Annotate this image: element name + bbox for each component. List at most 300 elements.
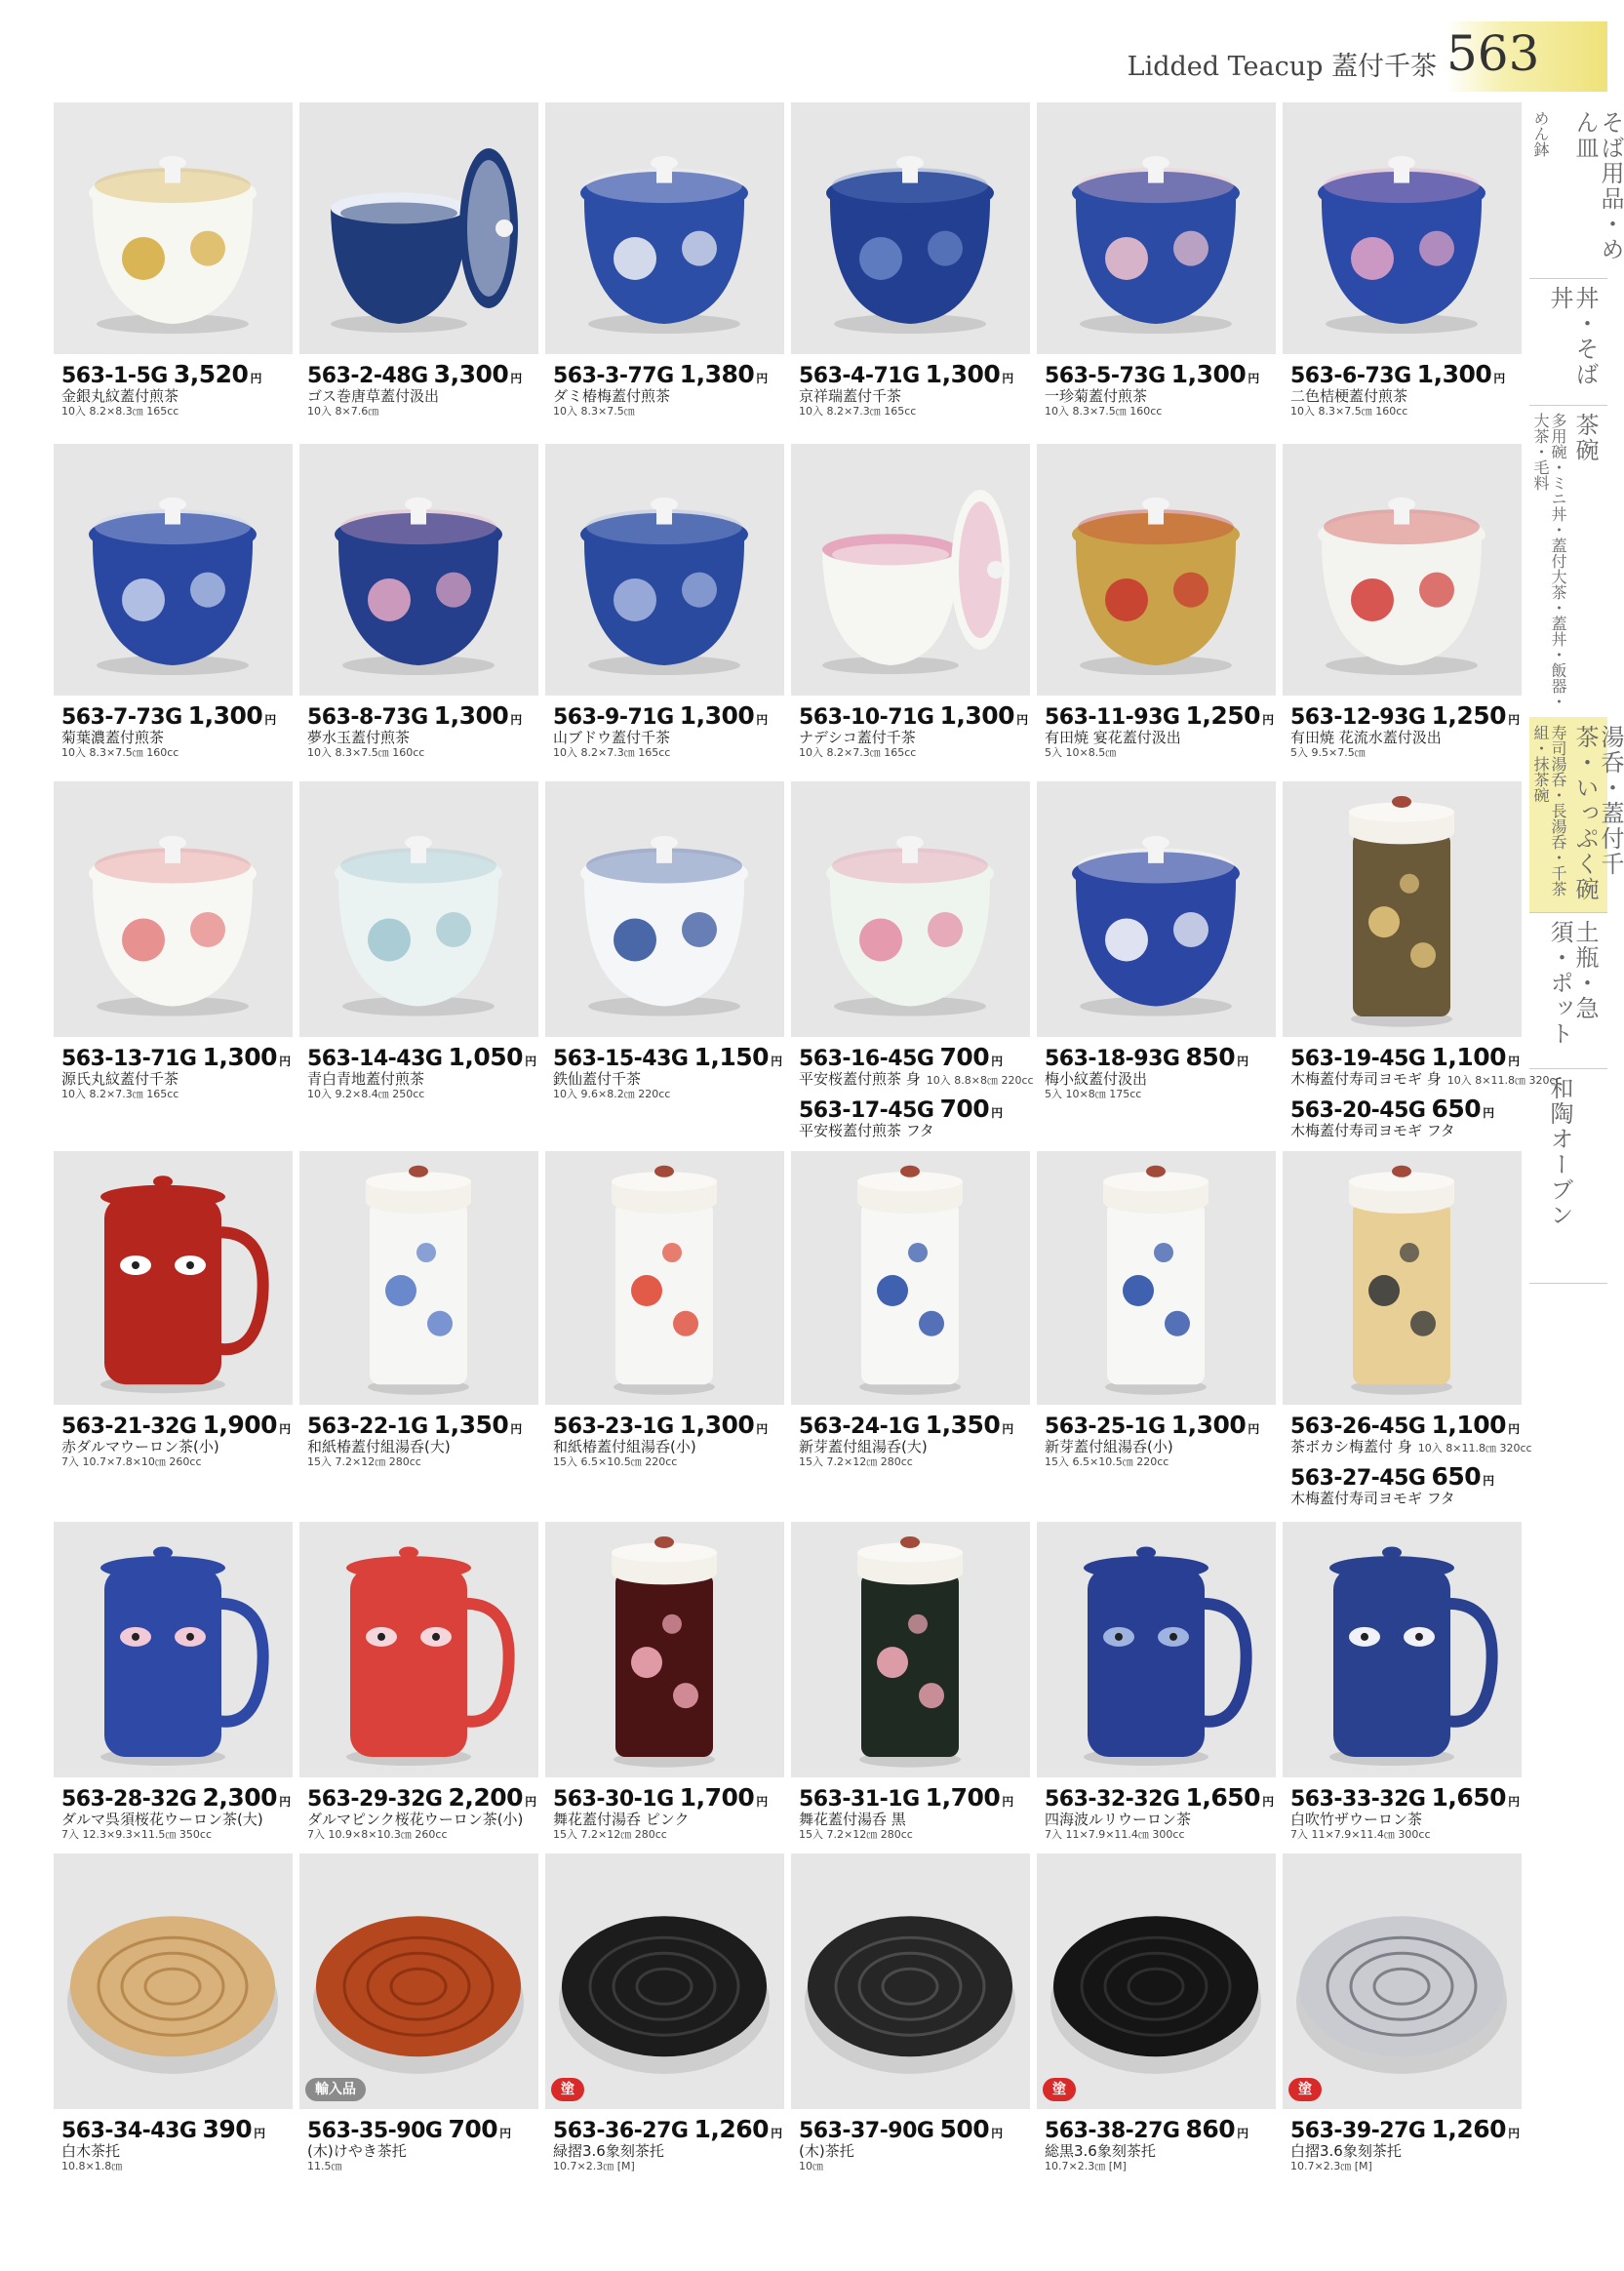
product-info	[1045, 1783, 1279, 1842]
product-photo[interactable]	[545, 102, 784, 354]
product-code-price	[1290, 1095, 1525, 1123]
yen-mark: 円	[510, 713, 522, 727]
product-spec: 15入 7.2×12㎝ 280cc	[307, 1455, 421, 1468]
yen-mark: 円	[991, 2127, 1003, 2140]
product-info	[61, 1783, 296, 1842]
sidebar-tab-sublabel: めん鉢	[1531, 110, 1550, 157]
product-photo[interactable]	[791, 1151, 1030, 1405]
product-photo[interactable]	[545, 444, 784, 696]
product-info	[553, 1783, 787, 1842]
product-spec: 10入 8×11.8㎝ 320cc	[1417, 1442, 1532, 1454]
product-info	[61, 701, 296, 760]
product-code: 563-34-43G	[61, 2119, 197, 2143]
product-info	[1290, 2115, 1525, 2173]
product-photo[interactable]	[545, 1853, 784, 2109]
product-code: 563-19-45G	[1290, 1047, 1426, 1071]
product-code-price	[307, 1411, 541, 1439]
product-illustration	[580, 156, 748, 334]
product-price: 860	[1185, 2115, 1236, 2143]
product-name: ダルマピンク桜花ウーロン茶(小)	[307, 1811, 524, 1828]
product-code: 563-32-32G	[1045, 1787, 1180, 1812]
product-info	[307, 1783, 541, 1842]
product-code-price	[553, 2115, 787, 2143]
product-name: 総黒3.6象刻茶托	[1045, 2142, 1156, 2160]
product-name: 緑摺3.6象刻茶托	[553, 2142, 664, 2160]
product-code: 563-11-93G	[1045, 705, 1180, 730]
product-illustration	[1072, 498, 1240, 675]
product-info	[307, 1043, 541, 1101]
product-info	[799, 1783, 1033, 1842]
product-code-price	[553, 1783, 787, 1812]
product-photo[interactable]	[1037, 444, 1276, 696]
product-name: 青白青地蓋付煎茶	[307, 1070, 425, 1088]
product-code: 563-12-93G	[1290, 705, 1426, 730]
product-illustration	[580, 836, 748, 1016]
sidebar-tab-0[interactable]	[1529, 102, 1624, 279]
product-spec: 10入 8.2×7.3㎝ 165cc	[553, 746, 671, 759]
yen-mark: 円	[510, 372, 522, 385]
product-code-price	[61, 360, 296, 388]
yen-mark: 円	[1508, 2127, 1520, 2140]
product-illustration	[580, 498, 748, 675]
product-photo[interactable]	[545, 781, 784, 1037]
product-price: 2,300	[202, 1783, 278, 1812]
sidebar-tab-3[interactable]	[1529, 717, 1624, 913]
sidebar-tab-label: 土瓶・急須・ポット	[1546, 920, 1599, 1047]
yen-mark: 円	[525, 1055, 536, 1068]
yen-mark: 円	[525, 1795, 536, 1809]
product-name: (木)けやき茶托	[307, 2142, 407, 2160]
product-code-price	[307, 701, 541, 730]
product-info	[1290, 1411, 1532, 1507]
product-code-price	[553, 360, 787, 388]
product-code: 563-9-71G	[553, 705, 674, 730]
product-photo[interactable]	[54, 444, 293, 696]
product-price: 1,900	[202, 1411, 278, 1439]
product-info	[799, 2115, 1033, 2173]
product-price: 1,050	[448, 1043, 524, 1071]
yen-mark: 円	[771, 1055, 782, 1068]
product-code-price	[61, 1043, 296, 1071]
sidebar-tab-5[interactable]	[1529, 1068, 1607, 1284]
sidebar-tab-1[interactable]	[1529, 278, 1607, 406]
yen-mark: 円	[991, 1106, 1003, 1120]
yen-mark: 円	[1016, 713, 1028, 727]
product-code-price	[1290, 360, 1525, 388]
product-photo[interactable]	[791, 781, 1030, 1037]
product-photo[interactable]	[1283, 1522, 1522, 1777]
product-price: 1,300	[1170, 360, 1247, 388]
product-code-price	[799, 701, 1033, 730]
yen-mark: 円	[1262, 1795, 1274, 1809]
product-illustration	[89, 498, 257, 675]
product-code-price	[61, 2115, 296, 2143]
product-spec: 15入 7.2×12㎝ 280cc	[799, 1828, 913, 1841]
product-photo[interactable]	[1037, 1853, 1276, 2109]
product-info	[799, 701, 1033, 760]
product-photo[interactable]	[299, 444, 538, 696]
product-price: 1,300	[1416, 360, 1492, 388]
product-spec: 15入 7.2×12㎝ 280cc	[799, 1455, 913, 1468]
product-name: 新芽蓋付組湯呑(大)	[799, 1438, 928, 1455]
product-price: 1,300	[433, 701, 509, 730]
product-price: 650	[1431, 1095, 1482, 1123]
yen-mark: 円	[1237, 2127, 1248, 2140]
product-code-price	[1290, 1411, 1525, 1439]
product-price: 1,380	[679, 360, 755, 388]
product-price: 3,520	[173, 360, 249, 388]
product-name: ナデシコ蓋付千茶	[799, 729, 916, 746]
product-illustration	[857, 1536, 963, 1768]
product-photo[interactable]	[1283, 1853, 1522, 2109]
product-illustration	[1349, 1166, 1454, 1395]
sidebar-tab-4[interactable]	[1529, 912, 1607, 1069]
product-name: 菊葉濃蓋付煎茶	[61, 729, 165, 746]
product-code-price	[1290, 1043, 1525, 1071]
product-code: 563-31-1G	[799, 1787, 920, 1812]
product-illustration	[1349, 796, 1454, 1027]
product-photo[interactable]	[545, 1151, 784, 1405]
yen-mark: 円	[756, 713, 768, 727]
yen-mark: 円	[1508, 1422, 1520, 1436]
product-spec: 10入 8×11.8㎝ 320cc	[1446, 1074, 1562, 1087]
sidebar-tab-label: 湯呑・蓋付千茶・いっぷく碗	[1571, 725, 1624, 902]
product-spec: 15入 7.2×12㎝ 280cc	[553, 1828, 667, 1841]
sidebar-tab-label: そば用品・めん皿	[1571, 110, 1624, 262]
product-code-price	[1045, 360, 1279, 388]
product-spec: 10入 8×7.6㎝	[307, 405, 379, 418]
product-name: 白吹竹ザウーロン茶	[1290, 1811, 1423, 1828]
product-photo[interactable]	[54, 1853, 293, 2109]
yen-mark: 円	[756, 372, 768, 385]
product-code: 563-7-73G	[61, 705, 182, 730]
product-photo[interactable]	[791, 1853, 1030, 2109]
product-info	[61, 360, 296, 418]
product-code-price	[61, 701, 296, 730]
product-photo[interactable]	[1037, 1151, 1276, 1405]
product-price: 850	[1185, 1043, 1236, 1071]
product-code-price	[799, 360, 1033, 388]
product-illustration	[89, 836, 257, 1016]
yen-mark: 円	[1483, 1474, 1494, 1488]
product-spec: 7入 11×7.9×11.4㎝ 300cc	[1045, 1828, 1185, 1841]
yen-mark: 円	[1002, 372, 1013, 385]
product-spec: 5入 10×8.5㎝	[1045, 746, 1117, 759]
product-code: 563-5-73G	[1045, 364, 1166, 388]
product-photo[interactable]	[1283, 102, 1522, 354]
product-illustration	[100, 1175, 263, 1393]
product-photo[interactable]	[54, 1151, 293, 1405]
product-code: 563-21-32G	[61, 1414, 197, 1439]
product-name: 京祥瑞蓋付千茶	[799, 387, 902, 405]
product-photo[interactable]	[1283, 781, 1522, 1037]
product-illustration	[366, 1166, 471, 1395]
product-code-price	[61, 1783, 296, 1812]
product-code: 563-33-32G	[1290, 1787, 1426, 1812]
product-photo[interactable]	[299, 102, 538, 354]
product-code-price	[307, 1783, 541, 1812]
product-info	[1045, 1411, 1279, 1469]
product-price: 1,100	[1431, 1043, 1507, 1071]
yen-mark: 円	[1237, 1055, 1248, 1068]
product-illustration	[826, 836, 994, 1016]
product-price: 390	[202, 2115, 253, 2143]
product-spec: 10入 9.6×8.2㎝ 220cc	[553, 1088, 671, 1100]
yen-mark: 円	[264, 713, 276, 727]
product-illustration	[89, 156, 257, 334]
product-info	[307, 2115, 541, 2173]
yen-mark: 円	[1483, 1106, 1494, 1120]
product-illustration	[313, 1916, 524, 2074]
product-spec: 10入 8.2×7.3㎝ 165cc	[799, 746, 917, 759]
product-price: 1,260	[693, 2115, 770, 2143]
yen-mark: 円	[1493, 372, 1505, 385]
product-photo[interactable]	[1037, 102, 1276, 354]
product-name: ダミ椿梅蓋付煎茶	[553, 387, 671, 405]
product-name: 平安桜蓋付煎茶 フタ	[799, 1122, 934, 1139]
product-code: 563-16-45G	[799, 1047, 934, 1071]
sidebar-tab-label: 茶碗	[1571, 413, 1599, 463]
yen-mark: 円	[250, 372, 261, 385]
product-info	[553, 1043, 787, 1101]
product-spec: 10入 8.3×7.5㎝ 160cc	[1290, 405, 1408, 418]
product-illustration	[1318, 156, 1485, 334]
product-code-price	[1045, 1783, 1279, 1812]
product-code: 563-10-71G	[799, 705, 934, 730]
product-code: 563-28-32G	[61, 1787, 197, 1812]
yen-mark: 円	[279, 1055, 291, 1068]
yen-mark: 円	[771, 2127, 782, 2140]
product-spec: 10入 8.3×7.5㎝ 160cc	[1045, 405, 1163, 418]
product-spec: 5入 10×8㎝ 175cc	[1045, 1088, 1142, 1100]
product-code: 563-39-27G	[1290, 2119, 1426, 2143]
product-badge: 塗	[551, 2078, 584, 2101]
product-price: 1,650	[1185, 1783, 1261, 1812]
product-illustration	[826, 156, 994, 334]
product-code-price	[799, 1043, 1033, 1071]
yen-mark: 円	[1508, 1795, 1520, 1809]
product-illustration	[335, 836, 502, 1016]
product-code: 563-2-48G	[307, 364, 428, 388]
product-spec: 10入 8.8×8㎝ 220cc	[926, 1074, 1034, 1087]
sidebar-tab-sublabel: 寿司湯呑・長湯呑・千茶組・抹茶碗	[1531, 725, 1567, 896]
product-name: 茶ボカシ梅蓋付 身	[1290, 1438, 1412, 1455]
product-price: 1,350	[925, 1411, 1001, 1439]
product-badge: 塗	[1043, 2078, 1076, 2101]
sidebar-tab-label: 和陶オーブン	[1546, 1076, 1573, 1228]
product-spec: 5入 9.5×7.5㎝	[1290, 746, 1366, 759]
product-code-price	[1290, 1783, 1525, 1812]
product-info	[1045, 360, 1279, 418]
yen-mark: 円	[499, 2127, 511, 2140]
product-illustration	[822, 490, 1010, 674]
product-code-price	[1290, 701, 1525, 730]
product-code: 563-20-45G	[1290, 1098, 1426, 1123]
product-code: 563-38-27G	[1045, 2119, 1180, 2143]
product-info	[61, 1411, 296, 1469]
product-info	[1290, 1043, 1562, 1139]
product-info	[1045, 701, 1279, 760]
product-price: 3,300	[433, 360, 509, 388]
product-photo[interactable]	[791, 1522, 1030, 1777]
product-photo[interactable]	[1037, 781, 1276, 1037]
product-name: 平安桜蓋付煎茶 身	[799, 1070, 921, 1088]
product-name: 有田焼 花流水蓋付汲出	[1290, 729, 1442, 746]
product-info	[1045, 2115, 1279, 2173]
product-name: 白摺3.6象刻茶托	[1290, 2142, 1402, 2160]
product-code-price	[799, 1095, 1033, 1123]
product-code: 563-17-45G	[799, 1098, 934, 1123]
product-price: 2,200	[448, 1783, 524, 1812]
product-spec: 10.7×2.3㎝ [M]	[553, 2160, 635, 2172]
product-info	[1290, 1783, 1525, 1842]
product-info	[61, 2115, 296, 2173]
product-illustration	[335, 498, 502, 675]
product-name: 鉄仙蓋付千茶	[553, 1070, 642, 1088]
product-photo[interactable]	[1283, 444, 1522, 696]
product-code-price	[1045, 2115, 1279, 2143]
product-price: 1,650	[1431, 1783, 1507, 1812]
product-name: 四海波ルリウーロン茶	[1045, 1811, 1192, 1828]
product-code-price	[307, 2115, 541, 2143]
product-spec: 7入 10.9×8×10.3㎝ 260cc	[307, 1828, 448, 1841]
product-photo[interactable]	[54, 1522, 293, 1777]
product-price: 1,250	[1431, 701, 1507, 730]
product-illustration	[1050, 1916, 1261, 2074]
product-code: 563-3-77G	[553, 364, 674, 388]
product-photo[interactable]	[299, 1853, 538, 2109]
product-code: 563-6-73G	[1290, 364, 1411, 388]
yen-mark: 円	[1002, 1795, 1013, 1809]
product-photo[interactable]	[1037, 1522, 1276, 1777]
product-illustration	[1072, 156, 1240, 334]
product-price: 1,300	[925, 360, 1001, 388]
product-spec: 10入 8.2×8.3㎝ 165cc	[61, 405, 179, 418]
product-illustration	[857, 1166, 963, 1395]
yen-mark: 円	[254, 2127, 265, 2140]
product-illustration	[100, 1546, 263, 1766]
product-name: ゴス巻唐草蓋付汲出	[307, 387, 440, 405]
product-photo[interactable]	[299, 1151, 538, 1405]
product-name: 赤ダルマウーロン茶(小)	[61, 1438, 219, 1455]
product-photo[interactable]	[1283, 1151, 1522, 1405]
product-illustration	[1103, 1166, 1208, 1395]
product-illustration	[1296, 1916, 1507, 2074]
product-code: 563-18-93G	[1045, 1047, 1180, 1071]
product-code: 563-14-43G	[307, 1047, 443, 1071]
product-spec: 10入 9.2×8.4㎝ 250cc	[307, 1088, 425, 1100]
yen-mark: 円	[756, 1795, 768, 1809]
product-spec: 7入 11×7.9×11.4㎝ 300cc	[1290, 1828, 1431, 1841]
product-spec: 15入 6.5×10.5㎝ 220cc	[1045, 1455, 1169, 1468]
product-code: 563-27-45G	[1290, 1466, 1426, 1491]
product-info	[553, 2115, 787, 2173]
product-illustration	[1084, 1546, 1247, 1766]
product-code-price	[1045, 1411, 1279, 1439]
product-name: 山ブドウ蓋付千茶	[553, 729, 671, 746]
product-info	[1290, 701, 1525, 760]
product-name: 和紙椿蓋付組湯呑(大)	[307, 1438, 451, 1455]
product-spec: 11.5㎝	[307, 2160, 342, 2172]
product-spec: 10入 8.3×7.5㎝ 160cc	[61, 746, 179, 759]
product-info	[61, 1043, 296, 1101]
product-illustration	[612, 1536, 717, 1768]
product-code-price	[1290, 1462, 1525, 1491]
product-spec: 10.8×1.8㎝	[61, 2160, 123, 2172]
product-name: 金銀丸紋蓋付煎茶	[61, 387, 179, 405]
product-name: 舞花蓋付湯呑 ピンク	[553, 1811, 690, 1828]
product-illustration	[331, 148, 518, 333]
product-info	[799, 1411, 1033, 1469]
yen-mark: 円	[279, 1795, 291, 1809]
product-price: 1,300	[679, 1411, 755, 1439]
product-name: (木)茶托	[799, 2142, 854, 2160]
product-photo[interactable]	[791, 102, 1030, 354]
product-illustration	[559, 1916, 770, 2074]
product-spec: 10.7×2.3㎝ [M]	[1045, 2160, 1127, 2172]
product-price: 1,300	[187, 701, 263, 730]
product-spec: 7入 12.3×9.3×11.5㎝ 350cc	[61, 1828, 212, 1841]
category-index-sidebar	[1529, 102, 1624, 1419]
product-code: 563-29-32G	[307, 1787, 443, 1812]
yen-mark: 円	[510, 1422, 522, 1436]
product-illustration	[805, 1916, 1015, 2074]
yen-mark: 円	[279, 1422, 291, 1436]
product-badge: 輸入品	[305, 2078, 366, 2101]
product-code-price	[553, 701, 787, 730]
product-code-price	[1045, 701, 1279, 730]
product-info	[553, 701, 787, 760]
product-price: 1,150	[693, 1043, 770, 1071]
yen-mark: 円	[1262, 713, 1274, 727]
product-code: 563-24-1G	[799, 1414, 920, 1439]
product-code: 563-30-1G	[553, 1787, 674, 1812]
product-name: 源氏丸紋蓋付千茶	[61, 1070, 179, 1088]
product-info	[553, 1411, 787, 1469]
sidebar-tab-2[interactable]	[1529, 405, 1607, 718]
product-photo[interactable]	[54, 102, 293, 354]
page-number: 563	[1446, 25, 1540, 82]
product-photo[interactable]	[791, 444, 1030, 696]
product-code: 563-35-90G	[307, 2119, 443, 2143]
product-photo[interactable]	[54, 781, 293, 1037]
product-photo[interactable]	[299, 1522, 538, 1777]
product-name: 新芽蓋付組湯呑(小)	[1045, 1438, 1173, 1455]
product-code: 563-37-90G	[799, 2119, 934, 2143]
product-spec: 10入 8.3×7.5㎝	[553, 405, 635, 418]
product-spec: 10入 8.2×7.3㎝ 165cc	[61, 1088, 179, 1100]
product-photo[interactable]	[545, 1522, 784, 1777]
product-photo[interactable]	[299, 781, 538, 1037]
product-name: 木梅蓋付寿司ヨモギ 身	[1290, 1070, 1442, 1088]
product-info	[1290, 360, 1525, 418]
product-code: 563-26-45G	[1290, 1414, 1426, 1439]
product-code-price	[799, 2115, 1033, 2143]
product-price: 700	[939, 1043, 990, 1071]
product-price: 650	[1431, 1462, 1482, 1491]
product-price: 700	[448, 2115, 498, 2143]
product-info	[799, 1043, 1033, 1139]
product-illustration	[1329, 1546, 1492, 1766]
product-info	[799, 360, 1033, 418]
product-badge: 塗	[1288, 2078, 1322, 2101]
product-price: 1,700	[925, 1783, 1001, 1812]
product-illustration	[612, 1166, 717, 1395]
product-code-price	[61, 1411, 296, 1439]
product-info	[1045, 1043, 1279, 1101]
product-illustration	[346, 1546, 509, 1766]
yen-mark: 円	[1508, 1055, 1520, 1068]
